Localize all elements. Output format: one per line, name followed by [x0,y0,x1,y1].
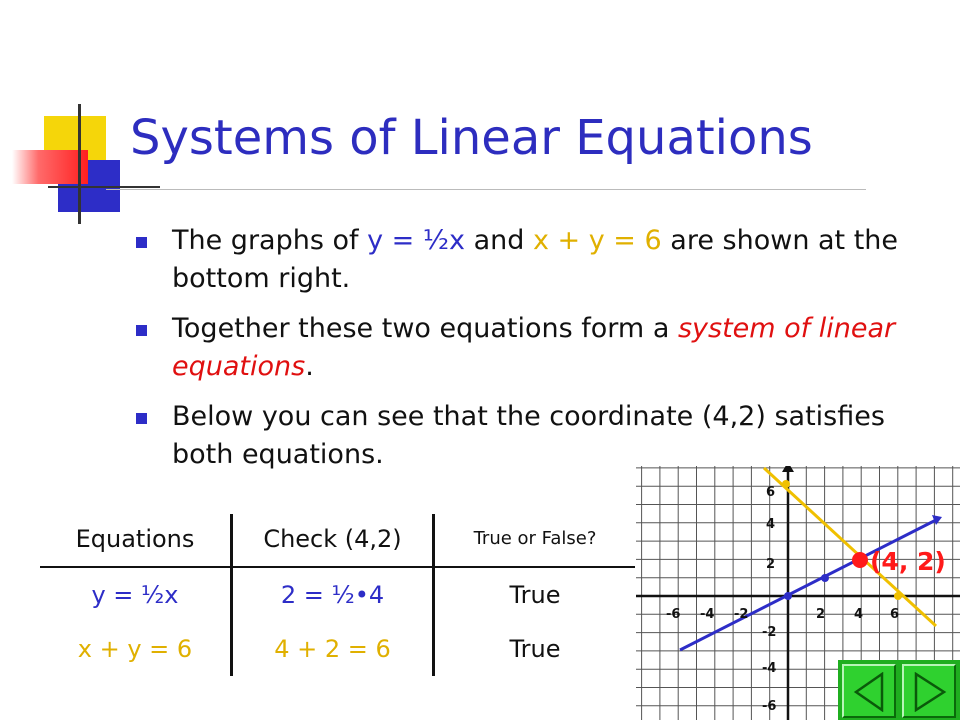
x-tick-4: 4 [854,607,864,622]
x-tick-neg4: -4 [700,607,715,622]
point-6-0 [894,592,902,600]
bullet-list [136,222,926,486]
slide-navigation [838,660,960,720]
table-row-2-result: True [509,635,561,663]
bullet-system [136,310,926,386]
bullet-coordinate [136,398,932,474]
table-row-1-equation: y = ½x [91,581,179,609]
point-2-1 [821,574,829,582]
bullet-graphs [136,222,926,298]
logo-red-bar [12,150,88,184]
x-tick-neg6: -6 [666,607,681,622]
point-0-6 [782,480,790,488]
next-slide-icon [912,672,948,712]
check-table [40,508,635,683]
bullet-text: The graphs of [172,225,368,256]
point-origin [784,592,792,600]
y-axis-arrow-icon [782,466,794,472]
y-tick-4: 4 [766,517,776,532]
next-slide-button[interactable] [902,664,956,718]
table-header-result: True or False? [473,528,597,549]
title-rule [106,189,866,190]
bullet-square-icon [136,413,147,424]
previous-slide-icon [852,672,888,712]
system-term: system of linear equations [172,313,896,382]
bullet-text: are shown at the bottom right. [172,225,899,294]
solution-point [852,552,868,568]
table-row-1-result: True [509,581,561,609]
table-row-1-check: 2 = ½•4 [280,581,385,609]
table-header-check: Check (4,2) [263,525,402,553]
y-tick-neg6: -6 [762,699,777,714]
bullet-text: Below you can see that the coordinate (4,2) satisfies both equations. [172,401,885,470]
y-tick-neg2: -2 [762,625,777,640]
x-tick-2: 2 [816,607,826,622]
bullet-square-icon [136,237,147,248]
equation-1-text: y = ½x [367,225,466,256]
previous-slide-button[interactable] [842,664,896,718]
solution-point-label: (4, 2) [870,547,946,576]
table-header-equations: Equations [75,525,195,553]
x-tick-neg2: -2 [734,607,749,622]
bullet-text: . [305,351,314,382]
table-row-2-check: 4 + 2 = 6 [274,635,391,663]
y-tick-neg4: -4 [762,661,777,676]
bullet-text: Together these two equations form a [172,313,678,344]
equation-2-text: x + y = 6 [532,225,662,256]
y-tick-2: 2 [766,557,776,572]
bullet-square-icon [136,325,147,336]
logo-horizontal-line [48,186,160,188]
bullet-text: and [465,225,533,256]
y-tick-6: 6 [766,485,776,500]
table-header-rule [40,566,635,568]
x-tick-6: 6 [890,607,900,622]
logo-vertical-line [78,104,81,224]
slide-title: Systems of Linear Equations [130,110,813,166]
table-row-2-equation: x + y = 6 [77,635,193,663]
